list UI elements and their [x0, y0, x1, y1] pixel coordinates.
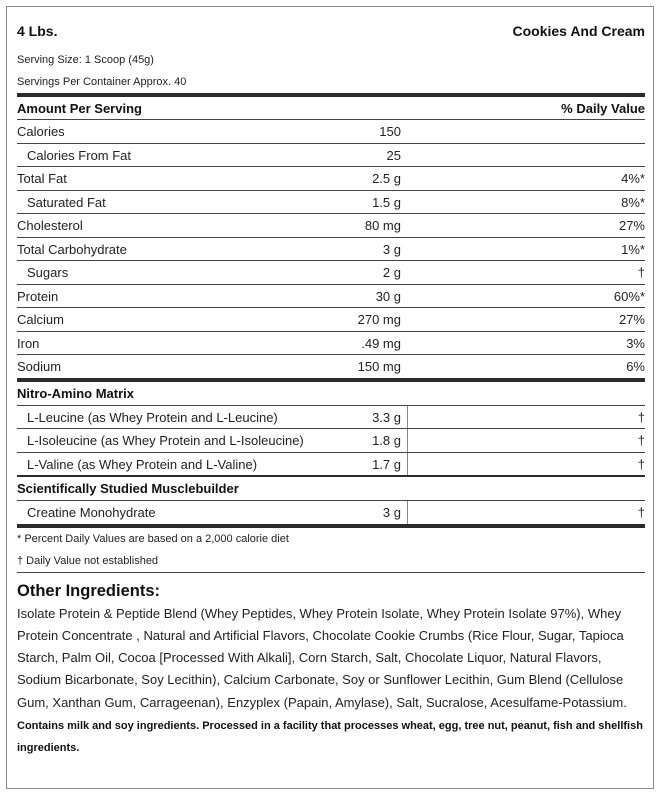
container-size: 4 Lbs.: [17, 23, 58, 39]
nutrient-row: [17, 261, 645, 285]
nutrient-amount: 30 g: [375, 288, 401, 304]
other-ingredients-heading: Other Ingredients:: [17, 581, 161, 600]
nutrient-amount: 80 mg: [364, 218, 401, 233]
nutrient-label: Protein: [17, 288, 59, 304]
flavor-name: Cookies And Cream: [512, 23, 645, 39]
ingredient-daily-value: †: [637, 433, 645, 448]
ingredient-label: Creatine Monohydrate: [27, 505, 156, 520]
nutrient-label: Sugars: [27, 265, 69, 280]
daily-value-heading: % Daily Value: [561, 101, 645, 116]
serving-size: Serving Size: 1 Scoop (45g): [17, 54, 154, 66]
nutrient-amount: 270 mg: [357, 312, 401, 327]
footnote-divider: [17, 572, 645, 573]
servings-per-container: Servings Per Container Approx. 40: [17, 76, 187, 88]
nutrient-label: Saturated Fat: [27, 194, 106, 210]
nutrient-row: [17, 120, 645, 144]
column-divider: [407, 501, 408, 524]
percent-dv-footnote: * Percent Daily Values are based on a 2,000 calorie diet: [17, 532, 289, 545]
nutrient-label: Total Carbohydrate: [17, 241, 127, 257]
nutrient-amount: 2 g: [382, 265, 401, 280]
nutrient-amount: 150: [379, 124, 401, 139]
nitro-amino-table: [17, 406, 645, 476]
nutrient-amount: 25: [386, 147, 401, 163]
allergen-statement: Contains milk and soy ingredients. Processed in a facility that processes wheat, egg, tree nut, peanut, fish and shellfish ingredients.: [17, 719, 643, 754]
nutrient-amount: 2.5 g: [372, 171, 401, 186]
ingredient-label: L-Valine (as Whey Protein and L-Valine): [27, 456, 258, 472]
nutrient-row: [17, 238, 645, 262]
nutrient-label: Total Fat: [17, 171, 67, 186]
other-ingredients-list: Isolate Protein & Peptide Blend (Whey Peptides, Whey Protein Isolate, Whey Protein Isolate 97%), Whey Protein Concentrate , Natural and Artificial Flavors, Chocolate Cookie Crumbs (Rice Flour, Sugar, Tapioca Starch, Palm Oil, Cocoa [Processed With Alkali], Corn Starch, Salt, Chocolate Liquor, Natural Flavors, Sodium Bicarbonate, Soy Lecithin), Calcium Carbonate, Soy or Sunflower Lecithin, Gum Blend (Cellulose Gum, Xanthan Gum, Carrageenan), Enzyplex (Papain, Amylase), Salt, Sucralose, Acesulfame-Potassium.: [17, 605, 627, 710]
nutrient-amount: 3 g: [382, 241, 401, 257]
nutrient-table: [17, 120, 645, 378]
ingredient-label: L-Isoleucine (as Whey Protein and L-Isoleucine): [27, 433, 304, 448]
ingredient-row: [17, 429, 645, 453]
nutrient-label: Iron: [17, 335, 40, 351]
nutrient-daily-value: 4%*: [621, 171, 645, 186]
nutrient-label: Calcium: [17, 312, 64, 327]
column-divider: [407, 406, 408, 429]
nutrient-label: Calories: [17, 124, 65, 139]
nutrient-label: Sodium: [17, 359, 62, 374]
nutrient-daily-value: 27%: [618, 218, 645, 233]
nutrient-row: [17, 355, 645, 378]
ingredient-row: [17, 453, 645, 476]
ingredient-daily-value: †: [637, 409, 645, 425]
ingredient-amount: 3 g: [382, 505, 401, 520]
label-header: [17, 7, 645, 49]
nutrient-daily-value: 3%: [626, 335, 645, 351]
nutrient-row: [17, 191, 645, 215]
nutrient-daily-value: 60%*: [613, 288, 645, 304]
nutrient-row: [17, 285, 645, 309]
nutrient-amount: 150 mg: [357, 359, 401, 374]
ingredient-amount: 1.7 g: [372, 456, 401, 472]
column-divider: [407, 429, 408, 452]
nutrient-daily-value: 27%: [618, 312, 645, 327]
amount-per-serving-heading: Amount Per Serving: [17, 101, 142, 116]
nutrient-row: [17, 308, 645, 332]
dv-not-established-footnote: † Daily Value not established: [17, 554, 159, 567]
nutrient-row: [17, 144, 645, 168]
ingredient-daily-value: †: [637, 505, 645, 520]
nutrient-row: [17, 332, 645, 356]
nutrient-row: [17, 214, 645, 238]
ingredient-row: [17, 406, 645, 430]
supplement-facts-panel: [6, 6, 654, 789]
nutrient-daily-value: 1%*: [621, 241, 645, 257]
column-header: [17, 97, 645, 120]
column-divider: [407, 453, 408, 476]
nutrient-label: Calories From Fat: [27, 147, 132, 163]
ingredient-amount: 1.8 g: [372, 433, 401, 448]
nutrient-daily-value: †: [637, 265, 645, 280]
ingredient-daily-value: †: [637, 456, 645, 472]
nutrient-amount: .49 mg: [361, 335, 401, 351]
nutrient-label: Cholesterol: [17, 218, 83, 233]
musclebuilder-heading: Scientifically Studied Musclebuilder: [17, 477, 645, 501]
ingredient-label: L-Leucine (as Whey Protein and L-Leucine): [27, 409, 278, 425]
supplement-facts-content: [17, 7, 645, 759]
nutrient-amount: 1.5 g: [372, 194, 401, 210]
ingredient-amount: 3.3 g: [372, 409, 401, 425]
nutrient-daily-value: 6%: [626, 359, 645, 374]
ingredient-row: [17, 501, 645, 524]
nutrient-row: [17, 167, 645, 191]
musclebuilder-table: [17, 501, 645, 524]
nitro-amino-heading: Nitro-Amino Matrix: [17, 382, 645, 406]
nutrient-daily-value: 8%*: [621, 194, 645, 210]
